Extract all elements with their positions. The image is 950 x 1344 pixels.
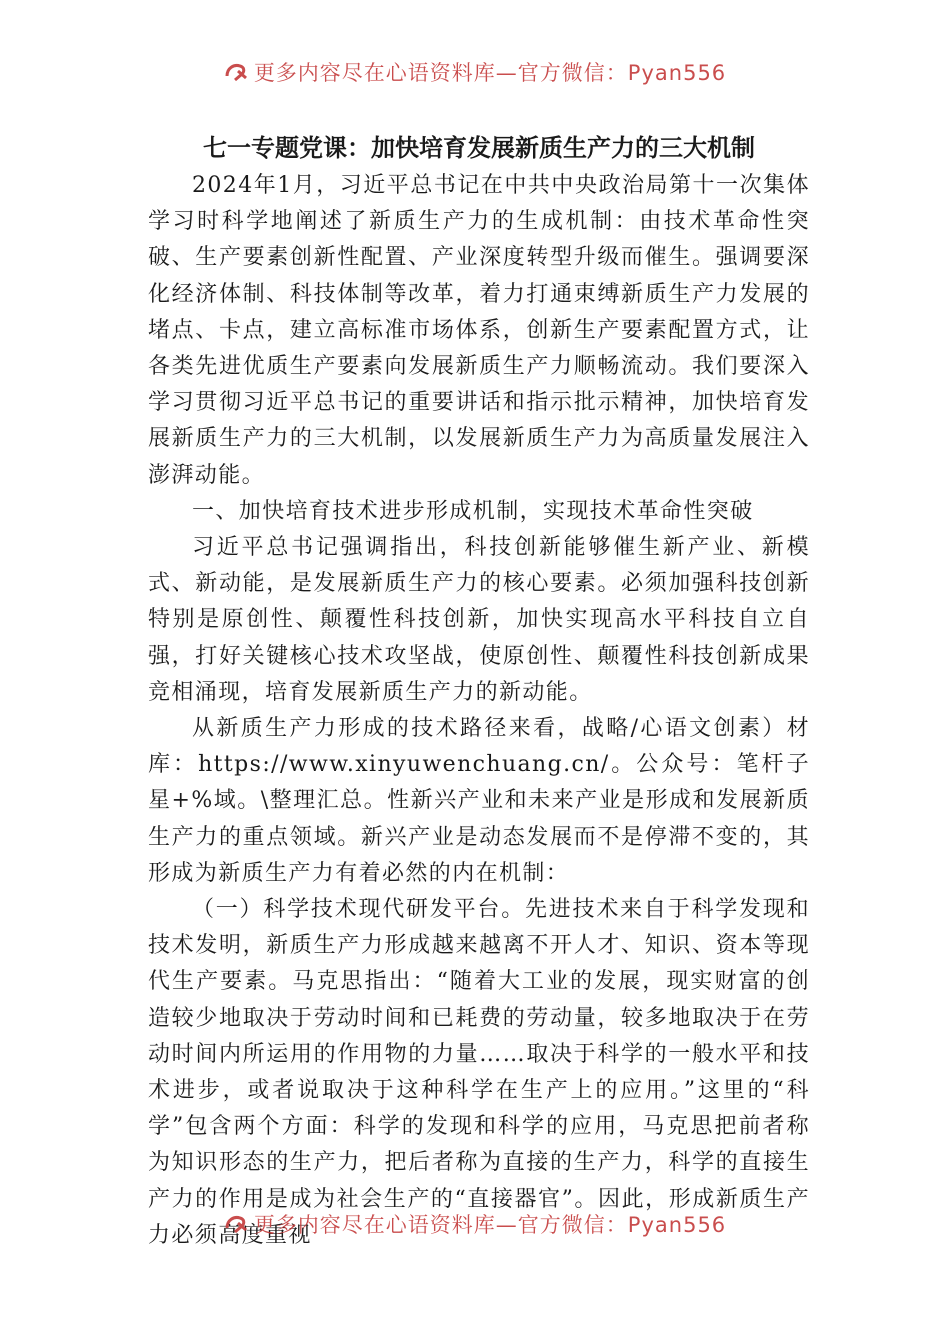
watermark-text: 更多内容尽在心语资料库—官方微信：Pyan556	[253, 61, 727, 85]
document-title: 七一专题党课：加快培育发展新质生产力的三大机制	[203, 133, 755, 162]
logo-icon	[224, 61, 250, 83]
logo-icon	[224, 1213, 250, 1235]
watermark-footer	[0, 1204, 950, 1244]
document-page	[148, 130, 810, 1254]
paragraph-tech-path: 从新质生产力形成的技术路径来看，战略/心语文创素）材库：https://www.xinyuwenchuang.cn/。公众号：笔杆子星+%域。\整理汇总。性新兴产业和未来产业是形成和发展新质生产力的重点领域。新兴产业是动态发展而不是停滞不变的，其形成为新质生产力有着必然的内在机制：	[148, 716, 810, 886]
watermark-header	[0, 52, 950, 92]
watermark-text: 更多内容尽在心语资料库—官方微信：Pyan556	[253, 1213, 727, 1237]
paragraph-research-platform: （一）科学技术现代研发平台。先进技术来自于科学发现和技术发明，新质生产力形成越来越离不开人才、知识、资本等现代生产要素。马克思指出：“随着大工业的发展，现实财富的创造较少地取决于劳动时间和已耗费的劳动量，较多地取决于在劳动时间内所运用的作用物的力量……取决于科学的一般水平和技术进步，或者说取决于这种科学在生产上的应用。”这里的“科学”包含两个方面：科学的发现和科学的应用，马克思把前者称为知识形态的生产力，把后者称为直接的生产力，科学的直接生产力的作用是成为社会生产的“直接器官”。因此，形成新质生产力必须高度重视	[148, 897, 810, 1248]
paragraph-core-element: 习近平总书记强调指出，科技创新能够催生新产业、新模式、新动能，是发展新质生产力的核心要素。必须加强科技创新特别是原创性、颠覆性科技创新，加快实现高水平科技自立自强，打好关键核心技术攻坚战，使原创性、颠覆性科技创新成果竞相涌现，培育发展新质生产力的新动能。	[148, 535, 810, 705]
section-heading-1: 一、加快培育技术进步形成机制，实现技术革命性突破	[192, 498, 754, 524]
paragraph-intro: 2024年1月，习近平总书记在中共中央政治局第十一次集体学习时科学地阐述了新质生产力的生成机制：由技术革命性突破、生产要素创新性配置、产业深度转型升级而催生。强调要深化经济体制、科技体制等改革，着力打通束缚新质生产力发展的堵点、卡点，建立高标准市场体系，创新生产要素配置方式，让各类先进优质生产要素向发展新质生产力顺畅流动。我们要深入学习贯彻习近平总书记的重要讲话和指示批示精神，加快培育发展新质生产力的三大机制，以发展新质生产力为高质量发展注入澎湃动能。	[148, 173, 810, 488]
